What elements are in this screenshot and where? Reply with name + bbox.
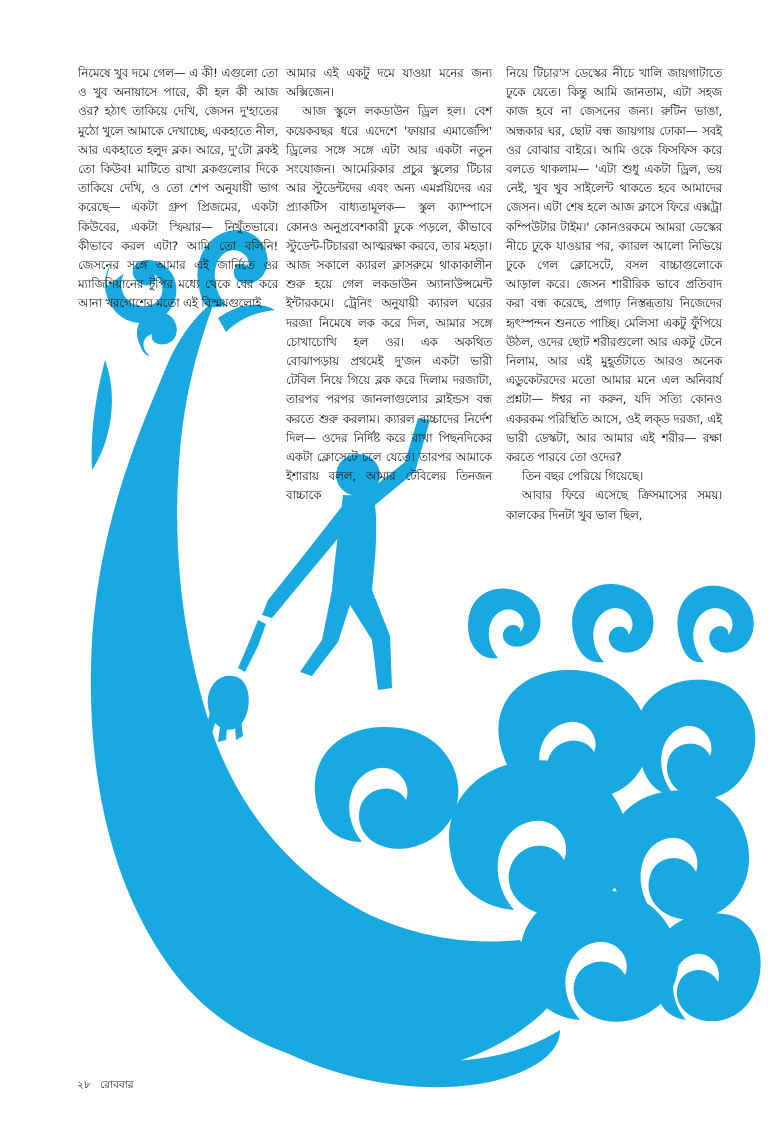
paragraph: আবার ফিরে এসেছে ক্রিসমাসের সময়। কালকের দিনটা খুব ভাল ছিল,	[506, 488, 722, 522]
paragraph: আজ স্কুলে লকডাউন ড্রিল হল। বেশ কয়েকবছর ধরে এদেশে 'ফায়ার এমার্জেন্সি' ড্রিলের সঙ্গে সঙ্গে এটা আর একটা নতুন সংযোজন। আমেরিকার প্রচুর স্কুলের টিচার আর স্টুডেন্টদের এবং অন্য এমপ্লয়িদের এর প্র্যাকটিস বাধ্যতামূলক— স্কুল ক্যাম্পাসে কোনও অনুপ্রবেশকারী ঢুকে পড়লে, কীভাবে স্টুডেন্ট-টিচাররা আত্মরক্ষা করবে, তার মহড়া। আজ সকালে ক্যারল ক্লাসরুমে থাকাকালীন শুরু হয়ে গেল লকডাউন অ্যানাউন্সমেন্ট ইন্টারকমে। ট্রেনিং অনুযায়ী ক্যারল ঘরের দরজা নিমেষে লক করে দিল, আমার সঙ্গে চোখাচোখি হল ওর। এক অকথিত বোঝাপড়ায় প্রথমেই দু'জন একটা ভারী টেবিল নিয়ে গিয়ে ব্লক করে দিলাম দরজাটা, তারপর পরপর জানলাগুলোর ব্লাইন্ডস বন্ধ করতে শুরু করলাম। ক্যারল বাচ্চাদের নির্দেশ দিল— ওদের নির্দিষ্ট করে রাখা পিছনদিকের একটা ক্লোসেটে চলে যেতে। তারপর আমাকে ইশারায় বলল, আমার টেবিলের তিনজন বাচ্চাকে	[286, 104, 492, 503]
article-column-3	[506, 64, 722, 525]
article-column-1	[78, 64, 278, 314]
article-column-2	[286, 64, 492, 506]
paragraph: নিমেষে খুব দমে গেল— এ কী! এগুলো তো ও খুব অনায়াসে পারে, কী হল কী আজ ওর? হঠাৎ তাকিয়ে দেখি, জেসন দু'হাতের মুঠো খুলে আমাকে দেখাচ্ছে, একহাতে নীল, আর একহাতে হলুদ ব্লক। আরে, দু'টো ব্লকই তো কিউব! মাটিতে রাখা ব্লকগুলোর দিকে তাকিয়ে দেখি, ও তো শেপ অনুযায়ী ভাগ করেছে— একটা গ্রুপ প্রিজমের, একটা কিউবের, একটা স্ফিয়ার— নিখুঁতভাবে। কীভাবে করল এটা? আমি তো বলিনি! জেসনের সঙ্গে আমার এই জার্নিতে ওর ম্যাজিশিয়ানের টুপির মধ্যে থেকে বের করে আনা খরগোশের মতো এই বিস্ময়গুলোই	[78, 66, 278, 311]
page-footer	[77, 1078, 140, 1095]
magazine-name: রোববার	[99, 1079, 134, 1091]
page-number: ২৮	[77, 1079, 91, 1091]
paragraph: নিয়ে টিচার'স ডেস্কের নীচে খালি জায়গাটাতে ঢুকে যেতে। কিন্তু আমি জানতাম, এটা সহজ কাজ হবে না জেসনের জন্য। রুটিন ভাঙা, অন্ধকার ঘর, ছোট বন্ধ জায়গায় ঢোকা— সবই ওর বোঝার বাইরে। আমি ওকে ফিসফিস করে বলতে থাকলাম— 'এটা শুধু একটা ড্রিল, ভয় নেই, খুব খুব সাইলেন্ট থাকতে হবে আমাদের জেসন। এটা শেষ হলে আজ ক্লাসে ফিরে এক্সট্রা কম্পিউটার টাইম।' কোনওরকমে আমরা ডেস্কের নীচে ঢুকে যাওয়ার পর, ক্যারল আলো নিভিয়ে ঢুকে গেল ক্লোসেটে, বসল বাচ্চাগুলোকে আড়াল করে। জেসন শারীরিক ভাবে প্রতিবাদ করা বন্ধ করেছে, প্রগাঢ় নিস্তব্ধতায় নিজেদের হৃৎস্পন্দন শুনতে পাচ্ছি। মেলিসা একটু ফুঁপিয়ে উঠল, ওদের ছোট শরীরগুলো আর একটু টেনে নিলাম, আর এই মুহূর্তটাতে আরও অনেক এডুকেটরদের মতো আমার মনে এল অনিবার্য প্রশ্নটা— ঈশ্বর না করুন, যদি সত্যি কোনও একরকম পরিস্থিতি আসে, ওই লক্‌ড দরজা, এই ভারী ডেস্কটা, আর আমার এই শরীর— রক্ষা করতে পারবে তো ওদের?	[506, 66, 722, 465]
paragraph: তিন বছর পেরিয়ে গিয়েছে।	[522, 469, 643, 484]
paragraph: আমার এই একটু দমে যাওয়া মনের জন্য অক্সিজেন।	[286, 66, 492, 100]
